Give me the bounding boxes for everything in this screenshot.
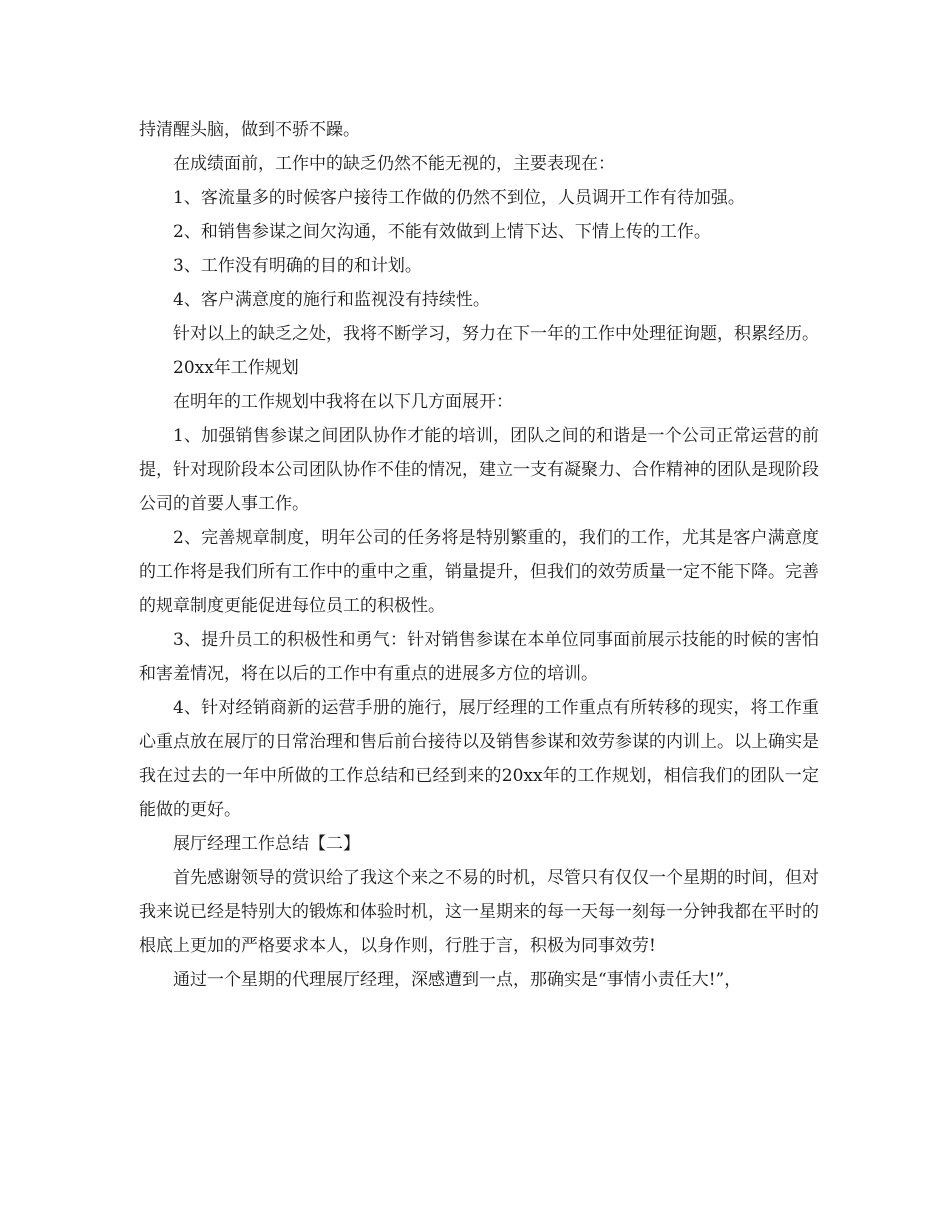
list-item-plan-3: 3、提升员工的积极性和勇气：针对销售参谋在本单位同事面前展示技能的时候的害怕和害羞情况，将在以后的工作中有重点的进展多方位的培训。: [139, 630, 819, 684]
list-item-shortcoming-4: 4、客户满意度的施行和监视没有持续性。: [173, 290, 490, 310]
paragraph-shortcomings-intro: 在成绩面前，工作中的缺乏仍然不能无视的，主要表现在：: [173, 154, 615, 174]
list-item-plan-1: 1、加强销售参谋之间团队协作才能的培训，团队之间的和谐是一个公司正常运营的前提，针对现阶段本公司团队协作不佳的情况，建立一支有凝聚力、合作精神的团队是现阶段公司的首要人事工作。: [139, 426, 819, 514]
document-body: [139, 113, 819, 997]
section-heading-summary-2: 展厅经理工作总结【二】: [173, 834, 360, 854]
section-heading-plan: 20xx年工作规划: [173, 358, 299, 378]
paragraph-thanks: 首先感谢领导的赏识给了我这个来之不易的时机，尽管只有仅仅一个星期的时间，但对我来说已经是特别大的锻炼和体验时机，这一星期来的每一天每一刻每一分钟我都在平时的根底上更加的严格要求本人，以身作则，行胜于言，积极为同事效劳!: [139, 868, 819, 956]
list-item-plan-2: 2、完善规章制度，明年公司的任务将是特别繁重的，我们的工作，尤其是客户满意度的工作将是我们所有工作中的重中之重，销量提升，但我们的效劳质量一定不能下降。完善的规章制度更能促进每位员工的积极性。: [139, 528, 819, 616]
paragraph-improvement: 针对以上的缺乏之处，我将不断学习，努力在下一年的工作中处理征询题，积累经历。: [173, 324, 819, 344]
list-item-shortcoming-2: 2、和销售参谋之间欠沟通，不能有效做到上情下达、下情上传的工作。: [173, 222, 711, 242]
paragraph-continuation: 持清醒头脑，做到不骄不躁。: [139, 120, 360, 140]
paragraph-plan-intro: 在明年的工作规划中我将在以下几方面展开：: [173, 392, 513, 412]
list-item-shortcoming-3: 3、工作没有明确的目的和计划。: [173, 256, 422, 276]
list-item-plan-4: 4、针对经销商新的运营手册的施行，展厅经理的工作重点有所转移的现实，将工作重心重点放在展厅的日常治理和售后前台接待以及销售参谋和效劳参谋的内训上。以上确实是我在过去的一年中所做的工作总结和已经到来的20xx年的工作规划，相信我们的团队一定能做的更好。: [139, 698, 819, 820]
paragraph-reflection: 通过一个星期的代理展厅经理，深感遭到一点，那确实是“事情小责任大!”，: [173, 970, 742, 990]
list-item-shortcoming-1: 1、客流量多的时候客户接待工作做的仍然不到位，人员调开工作有待加强。: [173, 188, 745, 208]
